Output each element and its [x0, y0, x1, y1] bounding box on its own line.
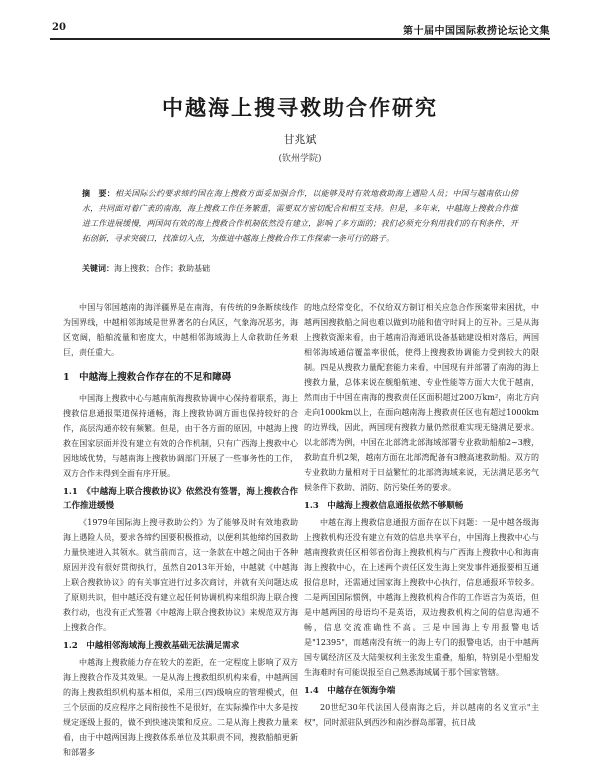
right-column: [304, 300, 539, 730]
subsection-heading: 1.3 中越海上搜救信息通报依然不够顺畅: [304, 501, 464, 511]
running-header: [50, 22, 550, 40]
article-title: 中越海上搜寻救助合作研究: [162, 95, 438, 120]
left-column: [63, 300, 298, 760]
abstract: [82, 186, 518, 246]
abstract-text: 相关国际公约要求缔约国在海上搜救方面妥加强合作，以能够及时有效地救助海上遇险人员；中国与越南依山傍水，共同面对着广袤的南海，海上搜救工作任务繁重，需要双方密切配合和相互支持。但是，多年来，中越海上搜救合作推进工作进展缓慢，两国间有效的海上搜救合作机制依然没有建立，影响了多方面的；我们必须充分利用我们的有利条件，开拓创新，寻求突破口，找准切入点，为推进中越海上搜救合作工作探索一条可行的路子。: [82, 189, 519, 243]
paragraph: 中国海上搜救中心与越南航海搜救协调中心保持着联系，海上搜救信息通报渠道保持通畅，海上搜救协调方面也保持较好的合作，高层沟通亦较有频繁。但是，由于各方面的原因，中越海上搜救在国家层面并没有建立有效的合作机制，只有广西海上搜救中心因地域优势，与越南海上搜救协调部门开展了一些事务性的工作，双方合作未得到全面有序开展。: [63, 394, 298, 478]
keywords: [82, 262, 518, 275]
paragraph: 的地点经常变化，不仅给双方制订相关应急合作预案带来困扰，中越两国搜救船之间也难以做到功能和值守时间上的互补。三是从海上搜救资源来看，由于越南沿海通讯设备基础建设相对落后，两国相邻海域通信覆盖率很低，使得上搜搜救协调能力受到较大的限制。四是从搜救力量配套能力来看，中国现有并部署了南海的海上搜救力量，总体来说在舰船航速、专业性能等方面大大优于越南，然而由于中国在南海的搜救责任区面积超过200万km²，南北方向走向1000km以上，在面向越南海上搜救责任区也有超过1000km的边界线，因此，两国现有搜救力量仍然很难实现无缝满足要求。以北部湾为例，中国在北部湾北部海域部署专业救助船舶2~3艘，救助直升机2架，越南方面在北部湾配备有3艘高速救助船。双方的专业救助力量相对于日益繁忙的北部湾海域来说，无法满足恶劣气候条件下救助、消防、防污染任务的要求。: [304, 303, 539, 492]
paragraph: 中越在海上搜救信息通报方面存在以下问题：一是中越各级海上搜救机构还没有建立有效的信息共享平台，中国海上搜救中心与越南搜救责任区相邻省份海上搜救机构与广西海上搜救中心和海南海上搜救中心，在上述两个责任区发生海上突发事件通报要相互通报信息时，还需通过国家海上搜救中心执行，信息通报环节较多。二是两国国际惯例，中越海上搜救机构合作的工作语言为英语，但是中越两国的母语均不是英语，双边搜救机构之间的信息沟通不畅，信息交流准确性不高。三是中国海上专用报警电话是"12395"，而越南没有统一的海上专门的报警电话，由于中越两国专属经济区及大陆架权利主张发生重叠，船舶，特别是小型船发生海难时有可能误报至自己熟悉海域属于那个国家管辖。: [304, 518, 539, 677]
author-affiliation: (钦州学院): [278, 154, 322, 164]
keywords-text: 海上搜救；合作；救助基础: [114, 264, 210, 273]
subsection-heading: 1.2 中越相邻海域海上搜救基础无法满足需求: [63, 641, 240, 651]
paragraph: 20世纪30年代法国人侵南海之后，并以越南的名义宣示"主权"，同时派驻队到西沙和南沙群岛部署，抗日战: [304, 703, 539, 727]
page-number: 20: [52, 22, 66, 33]
keywords-label: 关键词：: [82, 263, 114, 273]
journal-name: 第十届中国国际救捞论坛论文集: [403, 26, 550, 37]
author-name: 甘兆斌: [283, 133, 317, 146]
paragraph: 中越海上搜救能力存在较大的差距，在一定程度上影响了双方海上搜救合作及其效果。一是从海上搜救组织机构来看，中越两国的海上搜救组织机构基本相似，采用三(四)级响应的管理模式，但三个层面的反应程序之间衔接性不是很好，在实际操作中大多是按规定逐级上报的，做不到快速决策和反应。二是从海上搜救力量来看，由于中越两国海上搜救体系单位及其职责不同，搜救船舶更新和部署多: [63, 658, 298, 757]
subsection-heading: 1.4 中越存在领海争端: [304, 686, 396, 696]
paragraph: 中国与邻国越南的海洋疆界是在南海，有传统的9条断续线作为国界线，中越相邻海域是世界著名的台风区，气象海况恶劣，海区宽阔，船舶流量和密度大，中越相邻海域海上人命救助任务艰巨，责任重大。: [63, 303, 298, 357]
section-heading: 1 中越海上搜救合作存在的不足和障碍: [63, 372, 232, 383]
subsection-heading: 1.1 《中越海上联合搜救协议》依然没有签署，海上搜救合作工作推进缓慢: [63, 487, 298, 511]
abstract-label: 摘 要：: [82, 188, 115, 198]
paragraph: 《1979年国际海上搜寻救助公约》为了能够及时有效地救助海上遇险人员，要求各缔约国要积极推动，以便利其他缔约国救助力量快速进入其领水。就当前而言，这一条款在中越之间由于各种原因并没有很好贯彻执行，虽然自2013年开始，中越就《中越海上联合搜救协议》的有关事宜进行过多次商讨，并就有关问题达成了原则共识，但中越还没有建立起任何协调机构来组织海上联合搜救行动，也没有正式签署《中越海上联合搜救协议》来规范双方海上搜救合作。: [63, 518, 298, 632]
